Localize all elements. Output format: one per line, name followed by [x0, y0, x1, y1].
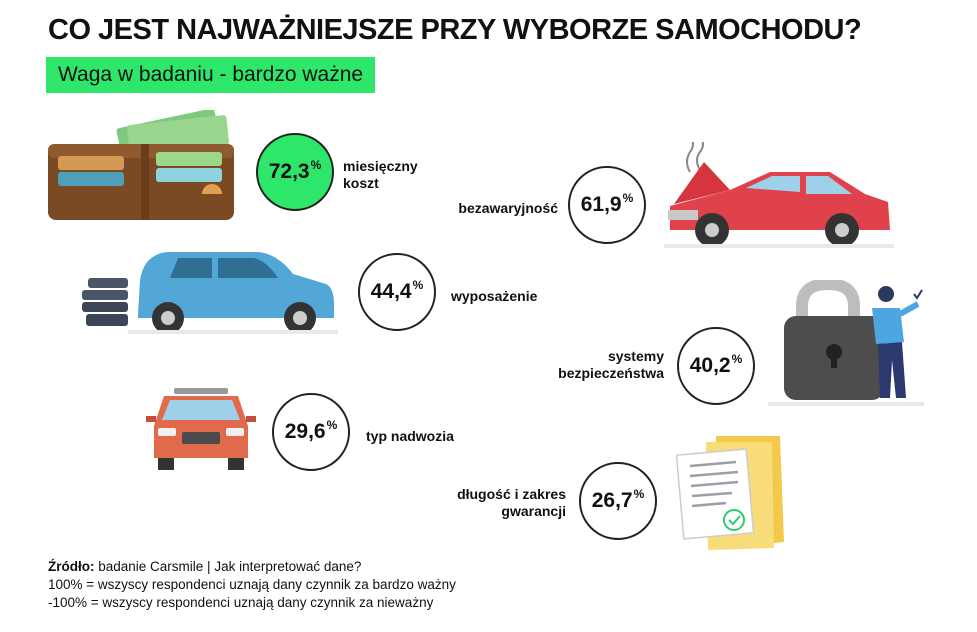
wallet-icon	[46, 110, 242, 227]
value-circle-warranty	[579, 462, 657, 540]
value-body-type: 29,6	[284, 420, 326, 443]
percent-sign: %	[412, 278, 424, 292]
subtitle-badge: Waga w badaniu - bardzo ważne	[46, 57, 375, 93]
value-circle-equipment	[358, 253, 436, 331]
footer-line-3: -100% = wszyscy respondenci uznają dany czynnik za nieważny	[48, 595, 434, 610]
value-reliability: 61,9	[580, 193, 622, 216]
label-reliability: bezawaryjność	[458, 200, 558, 216]
label-body-type: typ nadwozia	[366, 428, 454, 444]
label-equipment: wyposażenie	[451, 288, 538, 304]
value-circle-body-type	[272, 393, 350, 471]
source-label: Źródło:	[48, 559, 95, 574]
percent-sign: %	[310, 158, 322, 172]
page-title: CO JEST NAJWAŻNIEJSZE PRZY WYBORZE SAMOCHODU?	[48, 14, 862, 46]
footer-line-2: 100% = wszyscy respondenci uznają dany czynnik za bardzo ważny	[48, 577, 456, 592]
source-text: badanie Carsmile | Jak interpretować dane?	[94, 559, 362, 574]
footer-note	[48, 558, 456, 612]
percent-sign: %	[326, 418, 338, 432]
label-safety-systems: systemy bezpieczeństwa	[558, 348, 664, 381]
value-circle-monthly-cost	[256, 133, 334, 211]
blue-car-icon	[78, 244, 340, 341]
broken-car-icon	[660, 142, 900, 255]
value-equipment: 44,4	[370, 280, 412, 303]
percent-sign: %	[731, 352, 743, 366]
documents-icon	[676, 432, 788, 559]
value-safety-systems: 40,2	[689, 354, 731, 377]
value-warranty: 26,7	[591, 489, 633, 512]
label-monthly-cost: miesięczny koszt	[343, 158, 418, 191]
value-circle-safety-systems	[677, 327, 755, 405]
car-front-icon	[144, 386, 258, 479]
percent-sign: %	[622, 191, 634, 205]
value-circle-reliability	[568, 166, 646, 244]
padlock-icon	[768, 280, 928, 415]
percent-sign: %	[633, 487, 645, 501]
value-monthly-cost: 72,3	[268, 160, 310, 183]
label-warranty: długość i zakres gwarancji	[457, 486, 566, 519]
